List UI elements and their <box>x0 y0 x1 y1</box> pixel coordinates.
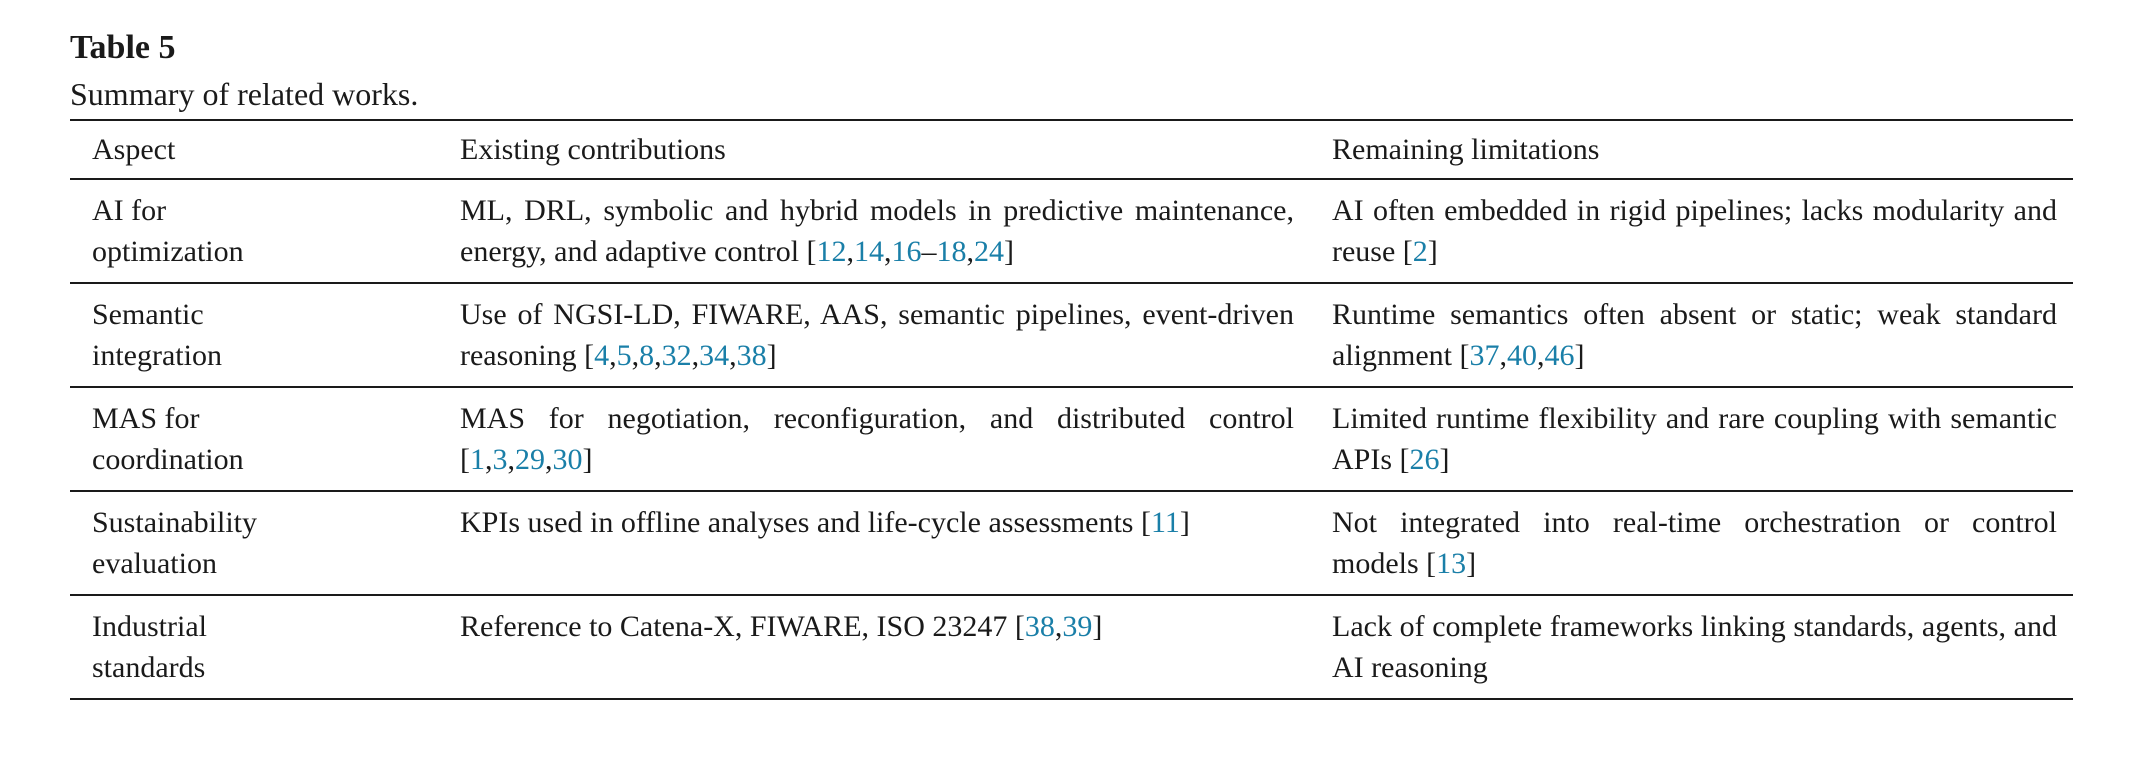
table-row <box>70 283 2073 387</box>
aspect-line: Sustainability <box>92 506 257 539</box>
citation-link[interactable]: 46 <box>1544 339 1575 372</box>
citation-separator: , <box>631 339 640 372</box>
existing-text: ML, DRL, symbolic and hybrid models in predictive maintenance, energy, and adaptive control <box>460 194 1294 268</box>
remaining-text: Not integrated into real-time orchestration or control models <box>1332 506 2057 580</box>
citation-link[interactable]: 37 <box>1469 339 1500 372</box>
citation-link[interactable]: 38 <box>736 339 767 372</box>
citation-separator: , <box>729 339 737 372</box>
citation-link[interactable]: 32 <box>661 339 692 372</box>
column-header-aspect: Aspect <box>70 120 438 179</box>
citation-separator: , <box>846 235 855 268</box>
remaining-text: Lack of complete frameworks linking standards, agents, and AI reasoning <box>1332 610 2057 684</box>
cell-remaining: Not integrated into real-time orchestration or control models [13] <box>1310 491 2073 595</box>
cell-aspect <box>70 283 438 387</box>
citation-separator: , <box>654 339 662 372</box>
table-row <box>70 491 2073 595</box>
table-header-row <box>70 120 2073 179</box>
column-header-existing: Existing contributions <box>438 120 1310 179</box>
citation-separator: , <box>545 443 553 476</box>
cell-aspect <box>70 179 438 283</box>
citation-link[interactable]: 40 <box>1506 339 1537 372</box>
cell-remaining: Limited runtime flexibility and rare coupling with semantic APIs [26] <box>1310 387 2073 491</box>
citation-separator: , <box>1536 339 1545 372</box>
aspect-line: MAS for <box>92 402 200 435</box>
table-row <box>70 387 2073 491</box>
citation-link[interactable]: 26 <box>1409 443 1440 476</box>
table-label: Table 5 <box>70 29 176 66</box>
cell-aspect <box>70 595 438 699</box>
cell-remaining <box>1310 595 2073 699</box>
aspect-line: integration <box>92 339 222 372</box>
citation-link[interactable]: 5 <box>616 339 632 372</box>
citation-separator: , <box>691 339 700 372</box>
citation-separator: , <box>609 339 617 372</box>
table-row <box>70 595 2073 699</box>
table-container <box>70 24 2073 700</box>
table-caption: Summary of related works. <box>70 76 419 112</box>
cell-existing: Use of NGSI-LD, FIWARE, AAS, semantic pipelines, event-driven reasoning [4,5,8,32,34,38] <box>438 283 1310 387</box>
citation-link[interactable]: 34 <box>699 339 730 372</box>
cell-existing: Reference to Catena-X, FIWARE, ISO 23247 [38,39] <box>438 595 1310 699</box>
citation-link[interactable]: 29 <box>515 443 545 476</box>
citation-link[interactable]: 30 <box>552 443 583 476</box>
citation-separator: , <box>1054 610 1063 643</box>
citation-link[interactable]: 13 <box>1436 547 1467 580</box>
cell-remaining: AI often embedded in rigid pipelines; lacks modularity and reuse [2] <box>1310 179 2073 283</box>
aspect-line: optimization <box>92 235 244 268</box>
existing-text: Use of NGSI-LD, FIWARE, AAS, semantic pipelines, event-driven reasoning <box>460 298 1294 372</box>
remaining-text: AI often embedded in rigid pipelines; lacks modularity and reuse <box>1332 194 2057 268</box>
citation-link[interactable]: 38 <box>1024 610 1055 643</box>
aspect-line: standards <box>92 651 206 684</box>
citation-link[interactable]: 1 <box>470 443 485 476</box>
citation-link[interactable]: 8 <box>639 339 655 372</box>
table-body <box>70 179 2073 699</box>
citation-separator: , <box>966 235 975 268</box>
citation-link[interactable]: 3 <box>492 443 508 476</box>
aspect-line: Industrial <box>92 610 207 643</box>
column-header-remaining: Remaining limitations <box>1310 120 2073 179</box>
citation-link[interactable]: 16 <box>891 235 922 268</box>
aspect-line: coordination <box>92 443 244 476</box>
cell-remaining: Runtime semantics often absent or static; weak standard alignment [37,40,46] <box>1310 283 2073 387</box>
citation-link[interactable]: 24 <box>974 235 1005 268</box>
citation-link[interactable]: 4 <box>594 339 610 372</box>
citation-separator: – <box>921 235 937 268</box>
citation-link[interactable]: 11 <box>1150 506 1180 539</box>
cell-existing: MAS for negotiation, reconfiguration, and distributed control [1,3,29,30] <box>438 387 1310 491</box>
citation-link[interactable]: 12 <box>816 235 847 268</box>
citation-separator: , <box>1499 339 1507 372</box>
aspect-line: AI for <box>92 194 167 227</box>
citation-link[interactable]: 2 <box>1412 235 1428 268</box>
remaining-text: Limited runtime flexibility and rare coupling with semantic APIs <box>1332 402 2057 476</box>
citation-link[interactable]: 14 <box>854 235 885 268</box>
cell-existing: KPIs used in offline analyses and life-cycle assessments [11] <box>438 491 1310 595</box>
cell-aspect <box>70 491 438 595</box>
cell-aspect <box>70 387 438 491</box>
citation-link[interactable]: 39 <box>1062 610 1093 643</box>
existing-text: Reference to Catena-X, FIWARE, ISO 23247 <box>460 610 1015 643</box>
citation-separator: , <box>884 235 892 268</box>
citation-link[interactable]: 18 <box>936 235 967 268</box>
remaining-text: Runtime semantics often absent or static; weak standard alignment <box>1332 298 2057 372</box>
existing-text: KPIs used in offline analyses and life-cycle assessments <box>460 506 1141 539</box>
related-works-table <box>70 119 2073 700</box>
aspect-line: Semantic <box>92 298 204 331</box>
citation-separator: , <box>485 443 493 476</box>
aspect-line: evaluation <box>92 547 217 580</box>
cell-existing: ML, DRL, symbolic and hybrid models in predictive maintenance, energy, and adaptive control [12,14,16–18,24] <box>438 179 1310 283</box>
citation-separator: , <box>507 443 515 476</box>
table-row <box>70 179 2073 283</box>
existing-text: MAS for negotiation, reconfiguration, and distributed control <box>460 402 1294 435</box>
